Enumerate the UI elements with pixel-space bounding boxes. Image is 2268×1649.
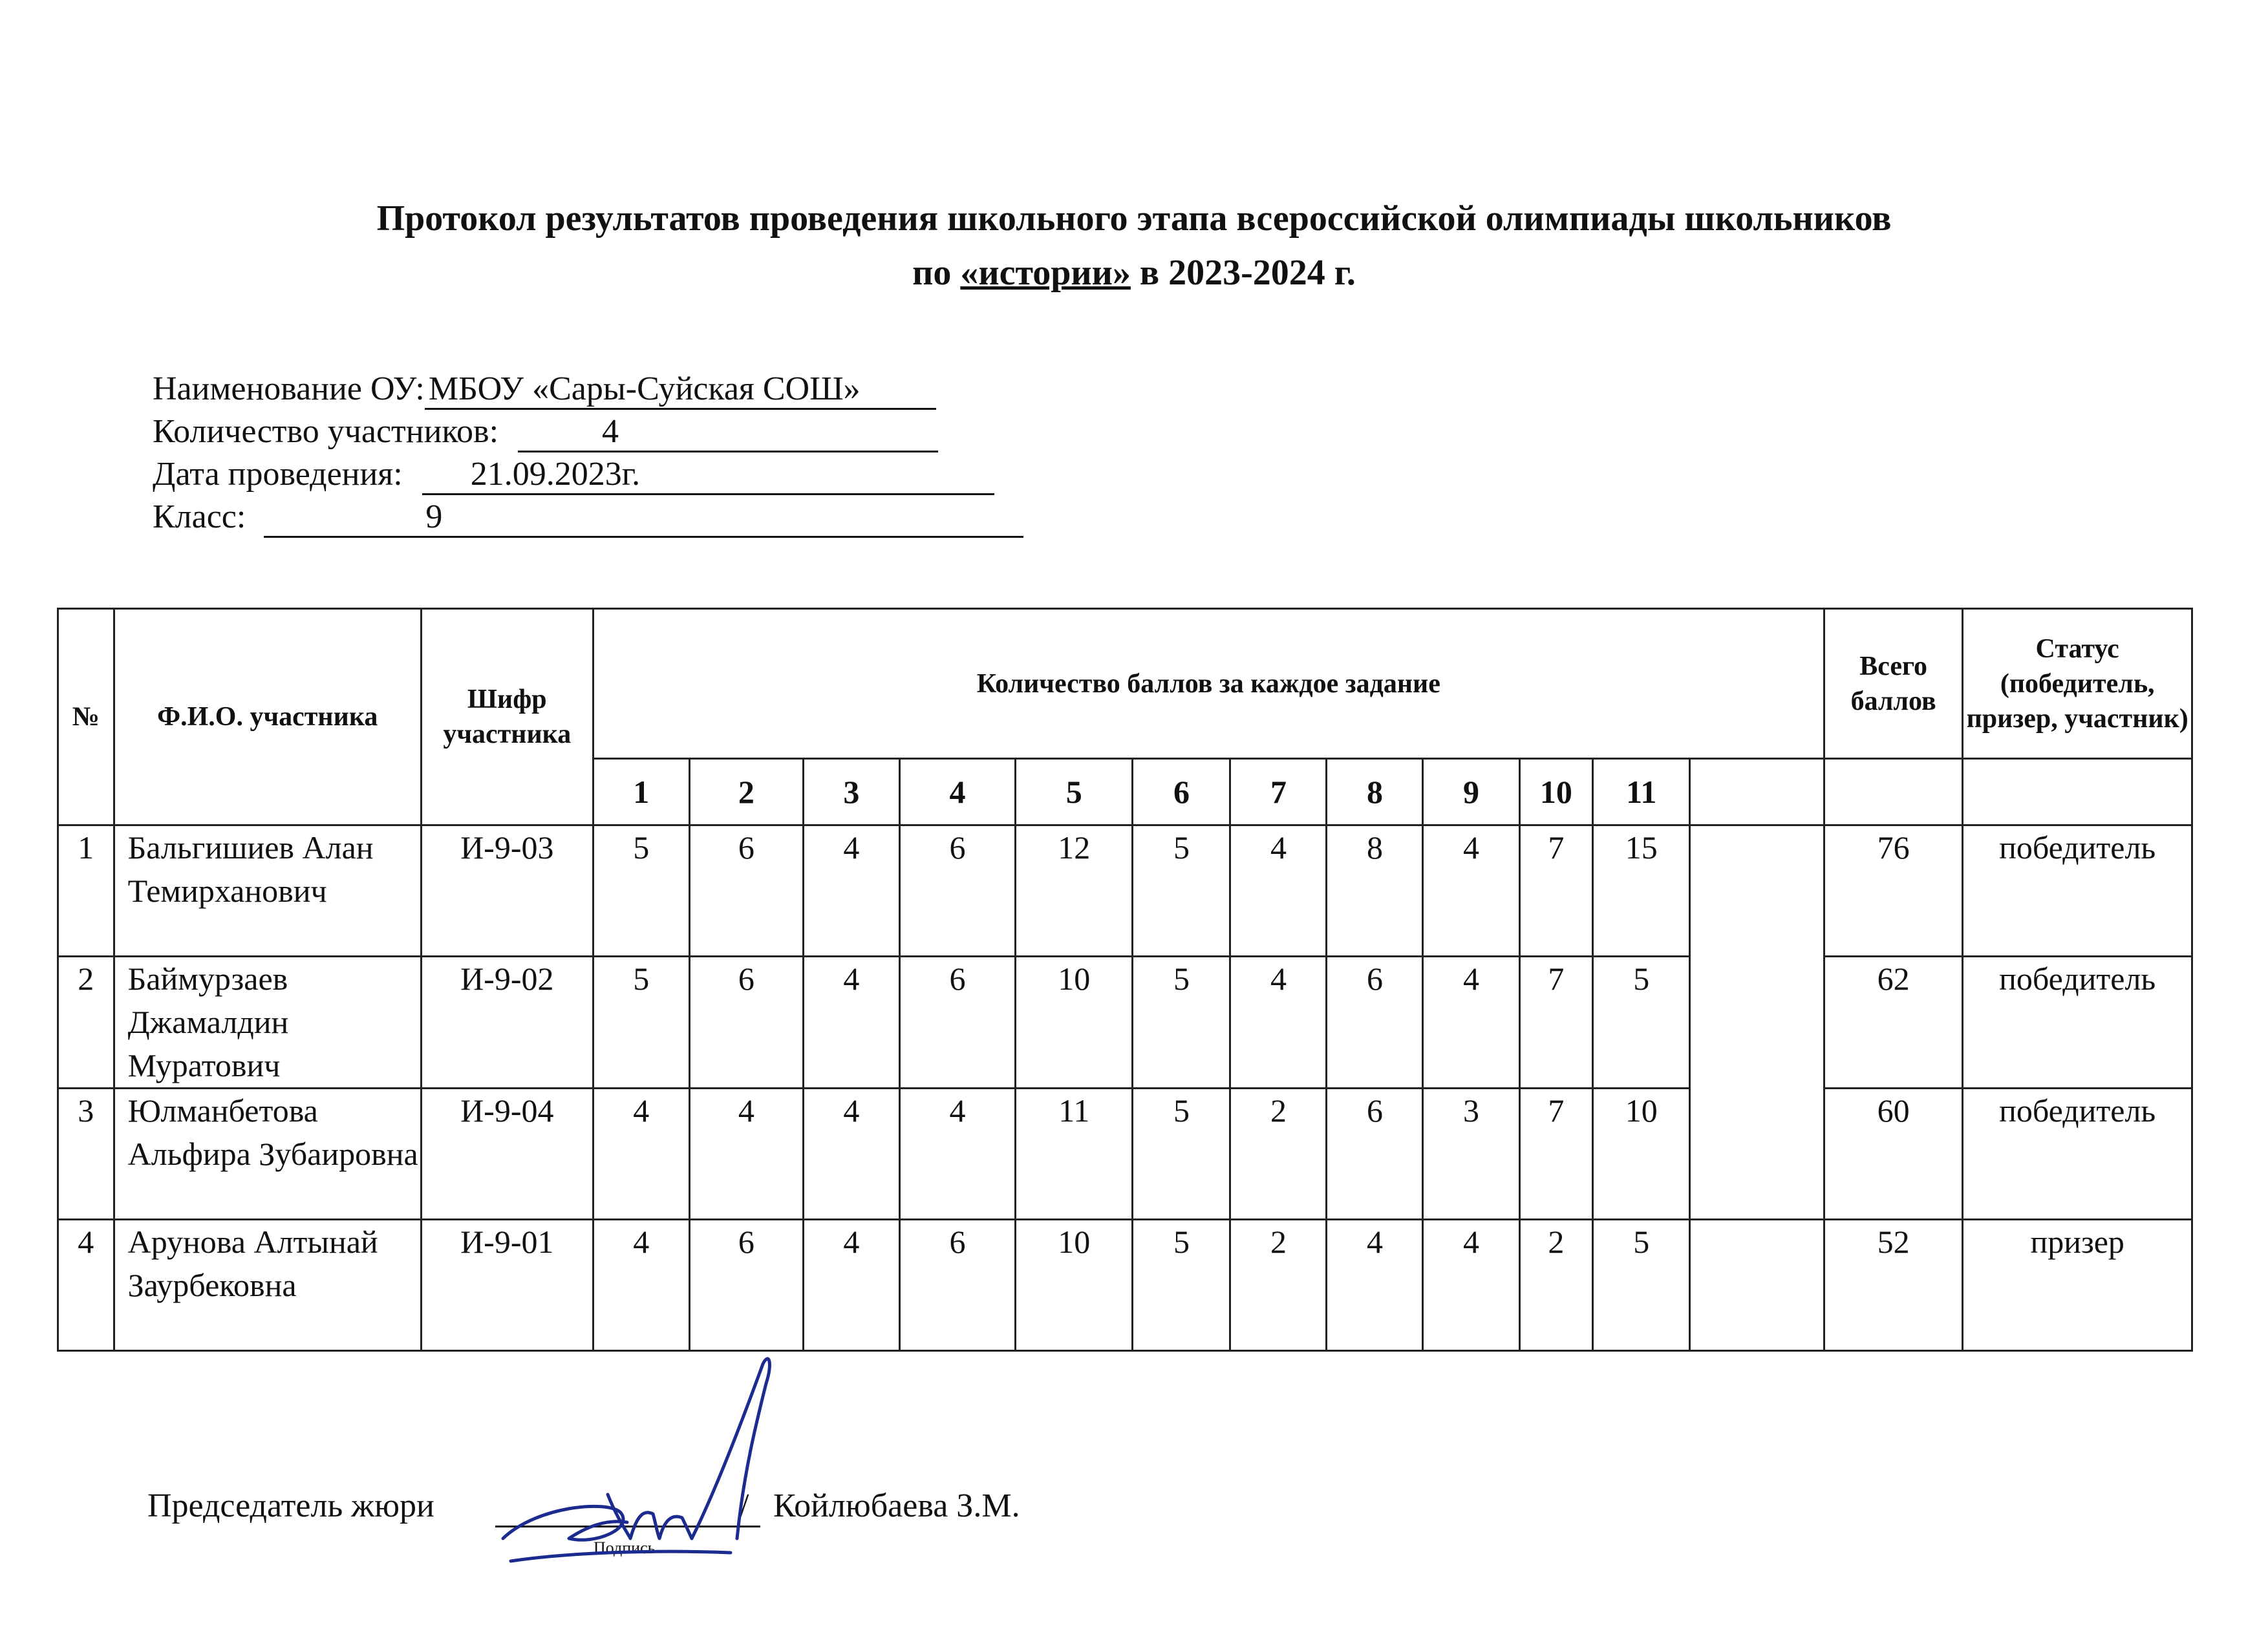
task-number-header: 8: [1327, 759, 1423, 825]
title-subject: «истории»: [960, 253, 1131, 293]
task-score: 10: [1016, 1220, 1133, 1351]
task-number-header: 3: [803, 759, 899, 825]
table-row: [58, 1089, 2192, 1220]
task-score: 4: [1423, 1220, 1519, 1351]
task-score: 5: [1133, 957, 1230, 1089]
task-score: 4: [803, 1220, 899, 1351]
task-score: 8: [1327, 825, 1423, 957]
task-number-header: 6: [1133, 759, 1230, 825]
task-extra-blank: [1690, 759, 1824, 825]
participant-status: победитель: [1963, 1089, 2192, 1220]
participant-code: И-9-04: [421, 1089, 593, 1220]
participant-status: призер: [1963, 1220, 2192, 1351]
document-title: [0, 191, 2268, 300]
task-number-header: 11: [1593, 759, 1690, 825]
row-number: 1: [58, 825, 114, 957]
task-number-header: 2: [689, 759, 803, 825]
task-score: 5: [1133, 1220, 1230, 1351]
task-score: 6: [689, 825, 803, 957]
task-number-header: 5: [1016, 759, 1133, 825]
class-value: 9: [264, 498, 1023, 538]
task-score: 6: [899, 825, 1015, 957]
task-number-header: 4: [899, 759, 1015, 825]
participant-code: И-9-01: [421, 1220, 593, 1351]
task-score: 5: [1593, 957, 1690, 1089]
total-score: 76: [1824, 825, 1962, 957]
task-number-header: 1: [593, 759, 689, 825]
row-number: 3: [58, 1089, 114, 1220]
date-label: Дата проведения:: [153, 456, 403, 493]
task-score: 6: [689, 1220, 803, 1351]
total-score: 60: [1824, 1089, 1962, 1220]
task-score: 2: [1230, 1089, 1327, 1220]
row-number: 2: [58, 957, 114, 1089]
info-ou: [153, 370, 1023, 412]
task-score: 12: [1016, 825, 1133, 957]
task-score: 10: [1593, 1089, 1690, 1220]
task-score: 5: [1133, 1089, 1230, 1220]
task-score: 4: [1327, 1220, 1423, 1351]
total-subheader-blank: [1824, 759, 1962, 825]
task-score: 10: [1016, 957, 1133, 1089]
info-block: [153, 370, 1023, 540]
task-score: 7: [1519, 825, 1593, 957]
task-score: 4: [1423, 957, 1519, 1089]
participant-name: Арунова Алтынай Заурбековна: [114, 1220, 421, 1351]
task-score: 6: [899, 1220, 1015, 1351]
task-score: 4: [1230, 825, 1327, 957]
handwritten-signature: [498, 1345, 782, 1577]
class-label: Класс:: [153, 498, 246, 535]
task-score: 5: [593, 825, 689, 957]
participant-code: И-9-03: [421, 825, 593, 957]
header-total: Всего баллов: [1824, 609, 1962, 759]
info-class: [153, 498, 1023, 540]
participant-name: Бальгишиев Алан Темирханович: [114, 825, 421, 957]
task-score: 4: [899, 1089, 1015, 1220]
info-count: [153, 412, 1023, 455]
task-score: 11: [1016, 1089, 1133, 1220]
participant-status: победитель: [1963, 957, 2192, 1089]
status-subheader-blank: [1963, 759, 2192, 825]
participant-code: И-9-02: [421, 957, 593, 1089]
task-extra-blank: [1690, 825, 1824, 957]
task-number-header: 10: [1519, 759, 1593, 825]
task-score: 4: [803, 1089, 899, 1220]
count-label: Количество участников:: [153, 413, 499, 450]
row-number: 4: [58, 1220, 114, 1351]
title-line-2: [0, 246, 2268, 300]
signature-slash: /: [740, 1487, 749, 1524]
task-extra-blank: [1690, 1089, 1824, 1220]
task-extra-blank: [1690, 1220, 1824, 1351]
total-score: 52: [1824, 1220, 1962, 1351]
header-name: Ф.И.О. участника: [114, 609, 421, 825]
header-code: Шифр участника: [421, 609, 593, 825]
date-value: 21.09.2023г.: [422, 456, 994, 495]
chairman-name: Койлюбаева З.М.: [773, 1487, 1020, 1524]
task-score: 4: [803, 825, 899, 957]
task-score: 4: [803, 957, 899, 1089]
task-score: 7: [1519, 957, 1593, 1089]
task-score: 4: [593, 1220, 689, 1351]
task-score: 4: [689, 1089, 803, 1220]
task-score: 5: [593, 957, 689, 1089]
table-row: [58, 825, 2192, 957]
task-number-header: 9: [1423, 759, 1519, 825]
total-score: 62: [1824, 957, 1962, 1089]
task-score: 7: [1519, 1089, 1593, 1220]
task-score: 6: [689, 957, 803, 1089]
task-score: 6: [1327, 1089, 1423, 1220]
task-score: 6: [899, 957, 1015, 1089]
chairman-label: Председатель жюри: [147, 1487, 434, 1524]
table-row: [58, 957, 2192, 1089]
participant-name: Юлманбетова Альфира Зубаировна: [114, 1089, 421, 1220]
task-score: 4: [1230, 957, 1327, 1089]
task-score: 3: [1423, 1089, 1519, 1220]
task-score: 2: [1519, 1220, 1593, 1351]
results-table: [57, 608, 2193, 1352]
table-row: [58, 1220, 2192, 1351]
participant-status: победитель: [1963, 825, 2192, 957]
ou-label: Наименование ОУ:: [153, 370, 425, 407]
header-tasks: Количество баллов за каждое задание: [593, 609, 1824, 759]
task-score: 2: [1230, 1220, 1327, 1351]
task-score: 5: [1593, 1220, 1690, 1351]
task-extra-blank: [1690, 957, 1824, 1089]
participant-name: Баймурзаев Джамалдин Муратович: [114, 957, 421, 1089]
ou-value: МБОУ «Сары-Суйская СОШ»: [425, 370, 936, 410]
task-number-header: 7: [1230, 759, 1327, 825]
info-date: [153, 455, 1023, 498]
title-line-1: Протокол результатов проведения школьного этапа всероссийской олимпиады школьников: [376, 198, 1892, 239]
task-score: 5: [1133, 825, 1230, 957]
signature-caption: Подпись: [594, 1538, 656, 1557]
task-score: 15: [1593, 825, 1690, 957]
title-suffix: в 2023-2024 г.: [1130, 253, 1356, 293]
header-status: Статус (победитель, призер, участник): [1963, 609, 2192, 759]
header-num: №: [58, 609, 114, 825]
count-value: 4: [518, 413, 938, 452]
title-prefix: по: [912, 253, 961, 293]
task-score: 4: [593, 1089, 689, 1220]
task-score: 4: [1423, 825, 1519, 957]
task-score: 6: [1327, 957, 1423, 1089]
